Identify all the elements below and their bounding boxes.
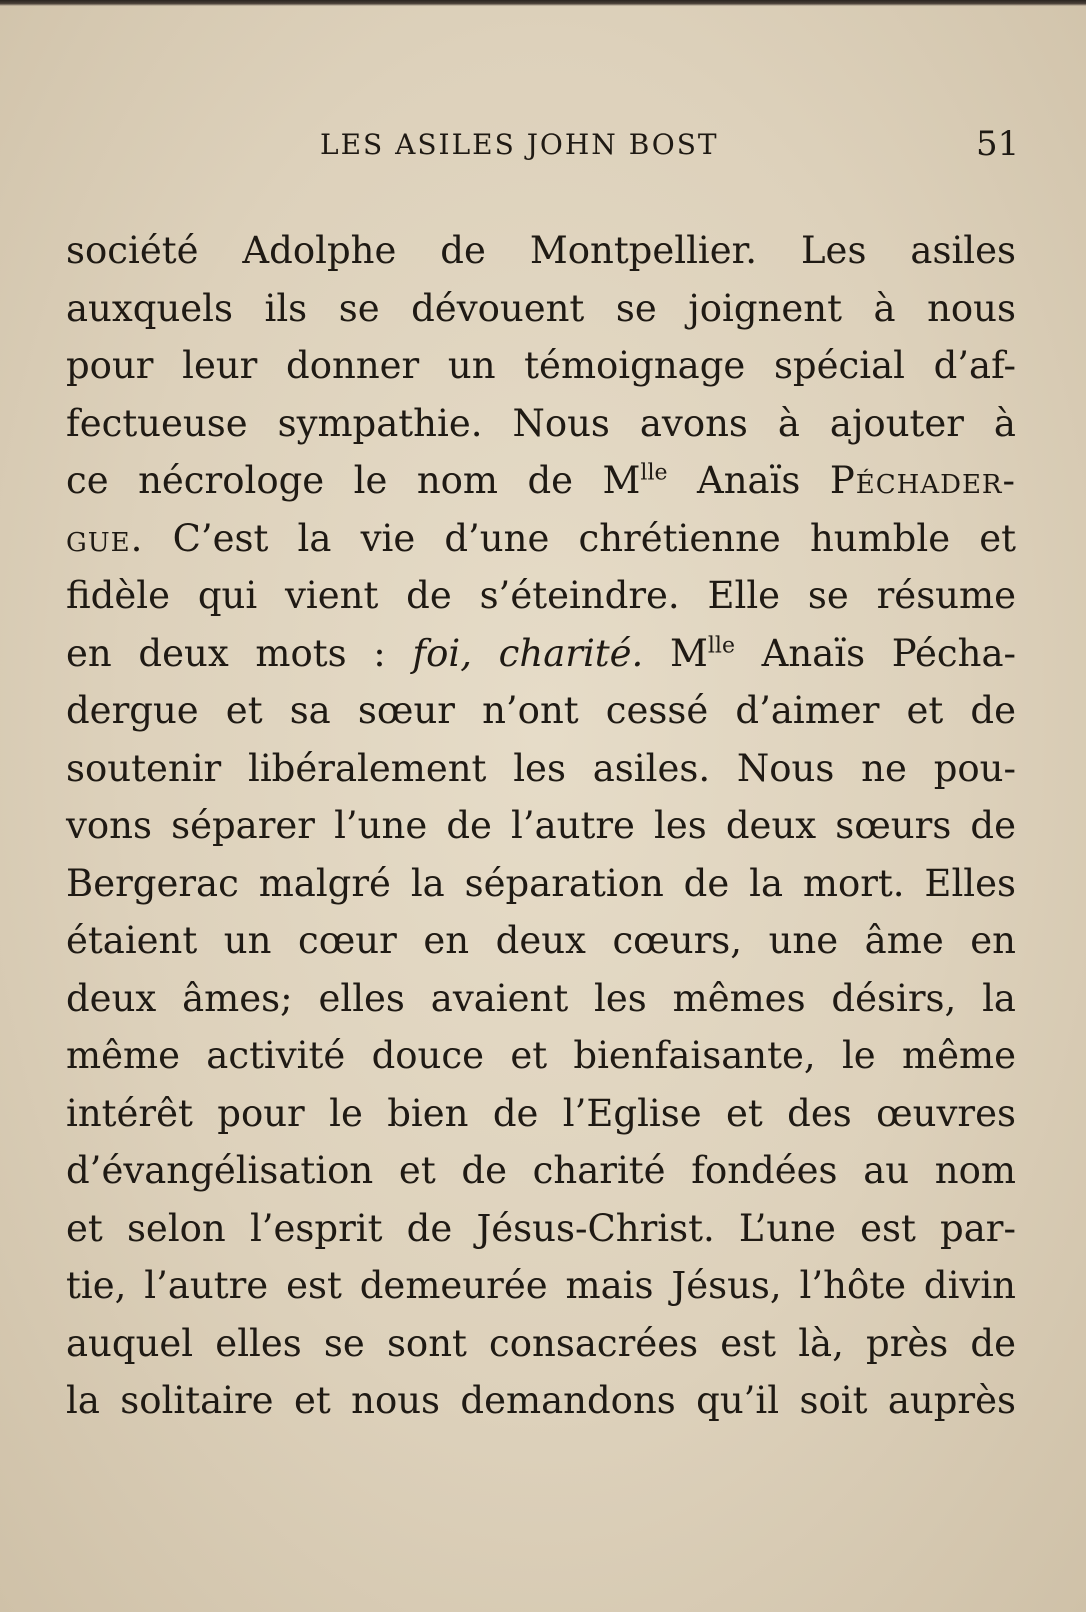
text-line: fectueuse sympathie. Nous avons à ajouter à [66, 401, 1016, 445]
text-line: même activité douce et bienfaisante, le même [66, 1034, 1016, 1077]
text-line: intérêt pour le bien de l’Eglise et des œuvres [66, 1091, 1016, 1135]
text-line: auquel elles se sont consacrées est là, près de [66, 1321, 1016, 1365]
text-fragment: C’est la vie d’une chrétienne humble et [172, 516, 1017, 560]
text-fragment: en deux mots : [66, 631, 386, 675]
text-line: Bergerac malgré la séparation de la mort. Elles [66, 861, 1016, 905]
body-text [66, 222, 1016, 1430]
page-top-edge [0, 0, 1086, 6]
superscript-abbrev: lle [707, 633, 735, 659]
text-line: pour leur donner un témoignage spécial d’af- [66, 344, 1016, 387]
text-fragment: ce nécrologe le nom de M [66, 459, 641, 502]
text-line: dergue et sa sœur n’ont cessé d’aimer et de [66, 689, 1016, 732]
text-line [66, 510, 1016, 568]
page-number: 51 [976, 124, 1020, 164]
text-line: la solitaire et nous demandons qu’il soit auprès [66, 1379, 1016, 1422]
text-line: tie, l’autre est demeurée mais Jésus, l’hôte divin [66, 1264, 1016, 1307]
text-line: soutenir libéralement les asiles. Nous ne pou- [66, 746, 1016, 790]
text-fragment: Anaïs [696, 459, 801, 502]
text-line: fidèle qui vient de s’éteindre. Elle se résume [66, 574, 1016, 617]
text-line: vons séparer l’une de l’autre les deux sœurs de [66, 804, 1016, 847]
text-fragment: M [670, 631, 708, 675]
italic-phrase: foi, charité. [412, 631, 644, 675]
text-line: société Adolphe de Montpellier. Les asiles [66, 229, 1016, 272]
running-head: LES ASILES JOHN BOST [320, 128, 719, 161]
superscript-abbrev: lle [640, 460, 668, 486]
page-header [0, 124, 1086, 168]
text-line [66, 452, 1016, 510]
text-fragment: Anaïs Pécha- [761, 631, 1017, 675]
text-line [66, 625, 1016, 683]
small-caps-name: gue. [66, 516, 144, 560]
text-line: et selon l’esprit de Jésus-Christ. L’une est par- [66, 1206, 1016, 1250]
text-line: d’évangélisation et de charité fondées au nom [66, 1149, 1016, 1192]
text-line: auxquels ils se dévouent se joignent à nous [66, 286, 1016, 330]
text-line: deux âmes; elles avaient les mêmes désirs, la [66, 976, 1016, 1020]
small-caps-name: Péchader- [829, 459, 1017, 502]
text-line: étaient un cœur en deux cœurs, une âme en [66, 919, 1016, 962]
